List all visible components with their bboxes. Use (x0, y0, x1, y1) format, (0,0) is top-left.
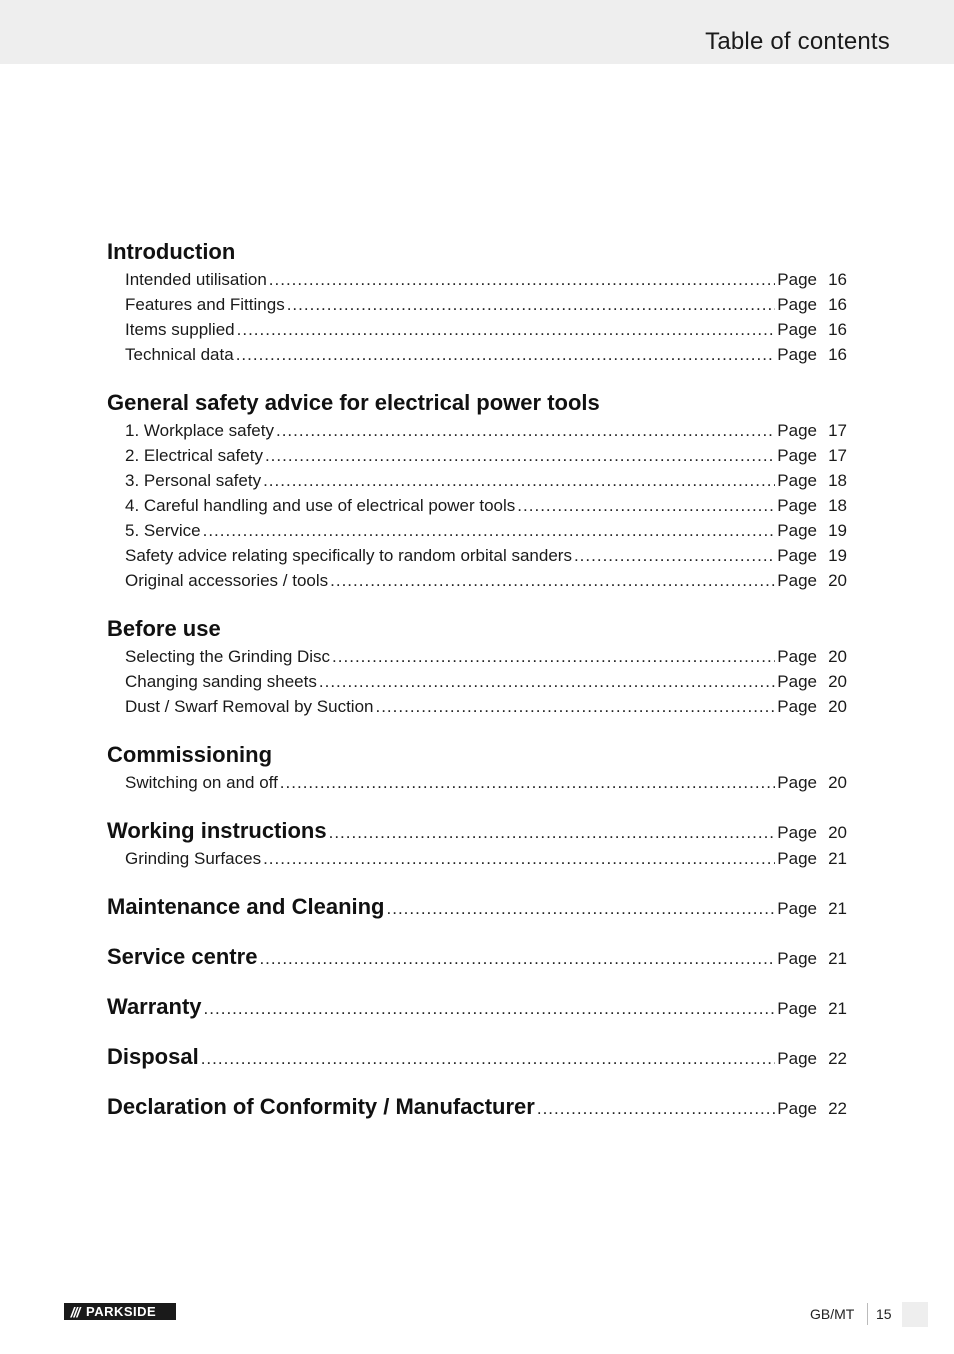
page-number: 22 (828, 1099, 847, 1118)
dot-leader (201, 1044, 776, 1074)
toc-entry[interactable] (107, 267, 847, 292)
toc-section-before-use (107, 614, 847, 719)
toc-heading-entry[interactable] (107, 1042, 847, 1072)
toc-entry-label: Dust / Swarf Removal by Suction (125, 697, 374, 716)
toc-entry-label: Safety advice relating specifically to random orbital sanders (125, 546, 572, 565)
page-prefix: Page (777, 647, 817, 666)
parkside-logo (64, 1303, 176, 1320)
dot-leader (204, 994, 776, 1024)
page-number: 21 (828, 899, 847, 918)
page-number: 20 (828, 773, 847, 792)
toc-entry-label: Switching on and off (125, 773, 278, 792)
toc-entry[interactable] (107, 493, 847, 518)
toc-section-heading: Maintenance and Cleaning (107, 894, 385, 919)
toc-entry[interactable] (107, 543, 847, 568)
toc-entry[interactable] (107, 443, 847, 468)
toc-entry-label: Items supplied (125, 320, 235, 339)
page-number: 20 (828, 672, 847, 691)
page-number: 22 (828, 1049, 847, 1068)
page-number: 20 (828, 571, 847, 590)
page-prefix: Page (777, 421, 817, 440)
toc-entry[interactable] (107, 418, 847, 443)
page-prefix: Page (777, 571, 817, 590)
toc-entry[interactable] (107, 770, 847, 795)
dot-leader (375, 694, 775, 719)
toc-section-commissioning (107, 740, 847, 795)
page-number: 21 (828, 849, 847, 868)
page-number: 20 (828, 697, 847, 716)
toc-section-disposal (107, 1042, 847, 1072)
page-prefix: Page (777, 697, 817, 716)
logo-slashes: /// (70, 1303, 80, 1320)
toc-section-maintenance (107, 892, 847, 922)
toc-entry-label: Intended utilisation (125, 270, 267, 289)
header-bar (0, 0, 954, 64)
page-prefix: Page (777, 320, 817, 339)
page-number: 21 (828, 949, 847, 968)
language-code: GB/MT (810, 1306, 855, 1322)
page-number: 16 (828, 270, 847, 289)
page-prefix: Page (777, 849, 817, 868)
dot-leader (329, 818, 776, 848)
page-prefix: Page (777, 672, 817, 691)
toc-entry[interactable] (107, 669, 847, 694)
toc-entry[interactable] (107, 317, 847, 342)
toc-section-general-safety (107, 388, 847, 593)
toc-entry-label: Grinding Surfaces (125, 849, 262, 868)
dot-leader (330, 568, 775, 593)
toc-heading-entry[interactable] (107, 816, 847, 846)
dot-leader (263, 846, 775, 871)
footer-tab-box (902, 1302, 928, 1327)
toc-section-heading: Disposal (107, 1044, 199, 1069)
page-number: 20 (828, 823, 847, 842)
toc-section-heading: Introduction (107, 239, 236, 264)
page-number: 16 (828, 320, 847, 339)
toc-section-heading: Declaration of Conformity / Manufacturer (107, 1094, 535, 1119)
toc-section-working-instructions (107, 816, 847, 871)
toc-entry-label: Selecting the Grinding Disc (125, 647, 331, 666)
dot-leader (203, 518, 776, 543)
dot-leader (287, 292, 776, 317)
dot-leader (319, 669, 775, 694)
toc-entry-label: 4. Careful handling and use of electrical power tools (125, 496, 516, 515)
toc-heading-entry[interactable] (107, 892, 847, 922)
toc-entry-label: Original accessories / tools (125, 571, 329, 590)
page-number: 18 (828, 471, 847, 490)
page-number: 16 (828, 295, 847, 314)
dot-leader (332, 644, 775, 669)
toc-heading-entry[interactable] (107, 1092, 847, 1122)
toc-section-heading: Before use (107, 616, 221, 641)
toc-section-introduction (107, 237, 847, 367)
toc-entry[interactable] (107, 292, 847, 317)
page-prefix: Page (777, 823, 817, 842)
logo-text: PARKSIDE (86, 1304, 157, 1319)
dot-leader (574, 543, 775, 568)
toc-entry-label: 5. Service (125, 521, 201, 540)
page-prefix: Page (777, 345, 817, 364)
page-number: 17 (828, 421, 847, 440)
toc-entry-label: 3. Personal safety (125, 471, 262, 490)
page-number: 17 (828, 446, 847, 465)
page-prefix: Page (777, 521, 817, 540)
toc-entry[interactable] (107, 644, 847, 669)
footer-divider (867, 1303, 868, 1325)
toc-entry-label: Features and Fittings (125, 295, 285, 314)
toc-entry[interactable] (107, 568, 847, 593)
toc-entry[interactable] (107, 468, 847, 493)
dot-leader (265, 443, 775, 468)
page-prefix: Page (777, 496, 817, 515)
page-number: 18 (828, 496, 847, 515)
dot-leader (263, 468, 775, 493)
toc-section-warranty (107, 992, 847, 1022)
toc-entry-label: 1. Workplace safety (125, 421, 274, 440)
page-prefix: Page (777, 949, 817, 968)
page-number: 16 (828, 345, 847, 364)
dot-leader (517, 493, 775, 518)
table-of-contents (107, 237, 847, 1142)
toc-section-heading: Warranty (107, 994, 202, 1019)
dot-leader (269, 267, 776, 292)
toc-entry-label: Changing sanding sheets (125, 672, 317, 691)
toc-entry[interactable] (107, 694, 847, 719)
footer-page-number: 15 (876, 1306, 892, 1322)
toc-section-heading: Commissioning (107, 742, 273, 767)
page-prefix: Page (777, 899, 817, 918)
dot-leader (537, 1094, 775, 1124)
page-prefix: Page (777, 471, 817, 490)
page-prefix: Page (777, 1099, 817, 1118)
page-prefix: Page (777, 270, 817, 289)
page-prefix: Page (777, 999, 817, 1018)
toc-section-declaration (107, 1092, 847, 1122)
toc-entry-label: Technical data (125, 345, 234, 364)
page-prefix: Page (777, 446, 817, 465)
page-number: 19 (828, 521, 847, 540)
page-number: 21 (828, 999, 847, 1018)
toc-section-heading: Working instructions (107, 818, 327, 843)
page-number: 20 (828, 647, 847, 666)
page-prefix: Page (777, 295, 817, 314)
dot-leader (237, 317, 776, 342)
page-prefix: Page (777, 1049, 817, 1068)
dot-leader (276, 418, 775, 443)
page-number: 19 (828, 546, 847, 565)
toc-heading-entry[interactable] (107, 992, 847, 1022)
toc-entry[interactable] (107, 342, 847, 367)
toc-section-heading: Service centre (107, 944, 258, 969)
page-prefix: Page (777, 773, 817, 792)
toc-entry-label: 2. Electrical safety (125, 446, 263, 465)
toc-section-service-centre (107, 942, 847, 972)
toc-section-heading: General safety advice for electrical power tools (107, 390, 600, 415)
page-title: Table of contents (705, 28, 890, 55)
dot-leader (387, 894, 776, 924)
dot-leader (280, 770, 776, 795)
toc-entry[interactable] (107, 846, 847, 871)
toc-entry[interactable] (107, 518, 847, 543)
dot-leader (259, 944, 775, 974)
dot-leader (236, 342, 776, 367)
toc-heading-entry[interactable] (107, 942, 847, 972)
page-prefix: Page (777, 546, 817, 565)
